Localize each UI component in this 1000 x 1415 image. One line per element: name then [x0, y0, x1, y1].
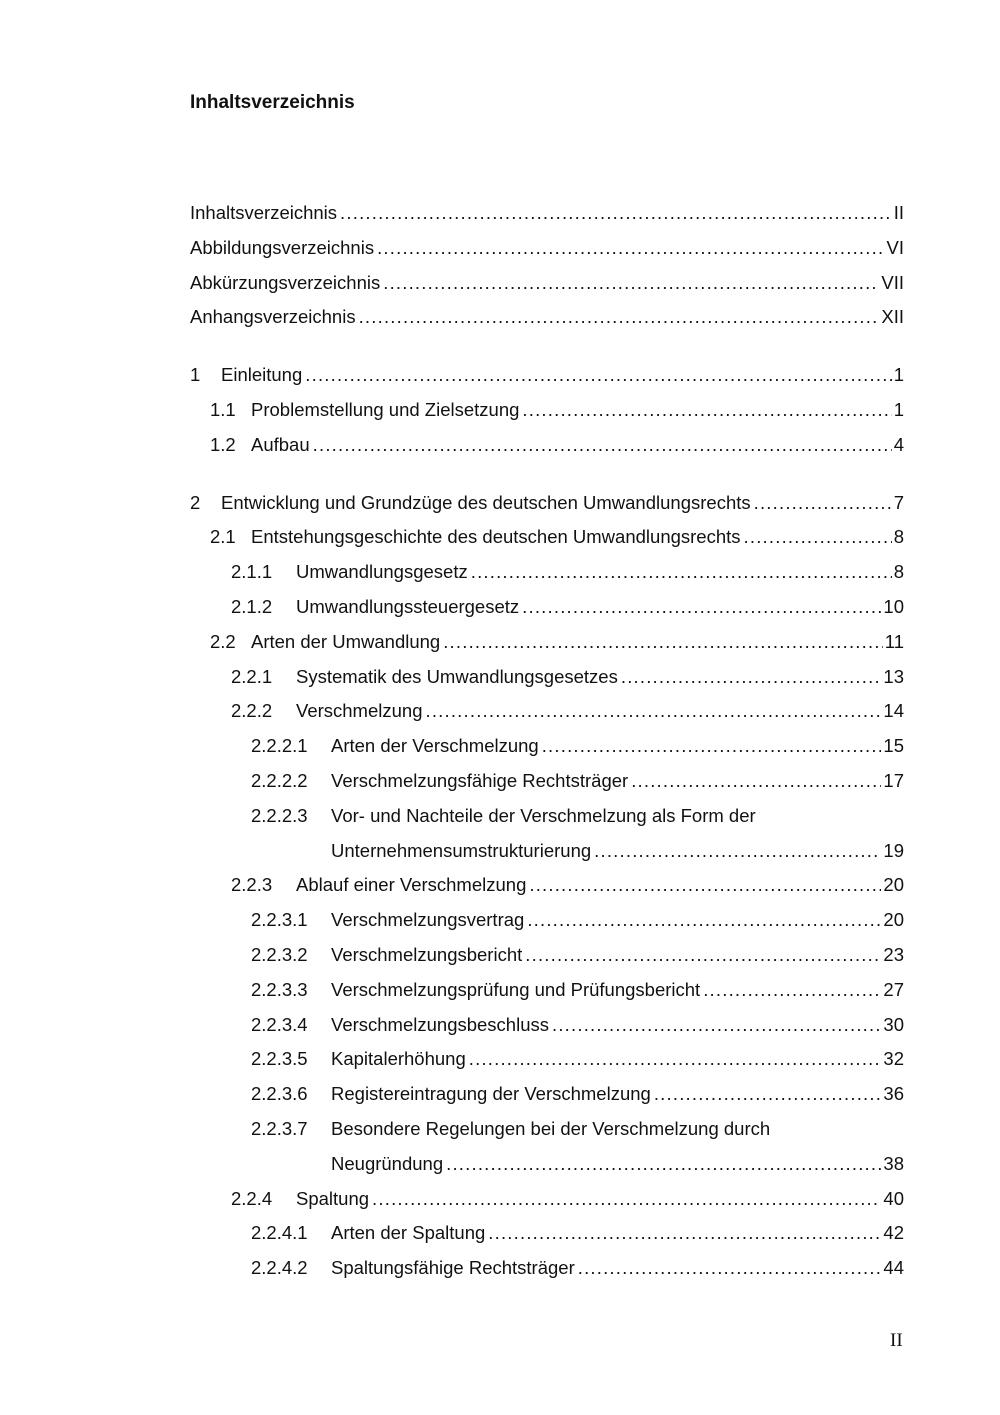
toc-entry[interactable] [190, 486, 904, 521]
toc-entry[interactable] [190, 196, 904, 231]
toc-entry-page: 36 [883, 1083, 904, 1105]
toc-entry[interactable] [190, 300, 904, 335]
leader-dots [305, 358, 891, 393]
toc-entry-continuation[interactable] [190, 834, 904, 869]
toc-entry-number: 2.2.2.3 [251, 804, 308, 826]
toc-entry-title: Verschmelzungsvertrag [331, 909, 525, 931]
leader-dots [446, 1147, 881, 1182]
toc-entry-continuation[interactable] [190, 1147, 904, 1182]
leader-dots [340, 196, 892, 231]
toc-entry-title: Abkürzungsverzeichnis [190, 271, 381, 293]
toc-entry-title: Kapitalerhöhung [331, 1048, 466, 1070]
toc-entry-number: 2.2.4.1 [251, 1222, 308, 1244]
toc-entry-number: 2.2.3.6 [251, 1083, 308, 1105]
leader-dots [359, 300, 880, 335]
toc-entry[interactable] [190, 764, 904, 799]
toc-entry-number: 2.2.3.5 [251, 1048, 308, 1070]
toc-entry-title: Spaltung [296, 1187, 370, 1209]
toc-entry-number: 1.2 [210, 433, 236, 455]
toc-entry-page: 14 [883, 700, 904, 722]
toc-entry[interactable] [190, 428, 904, 463]
toc-entry-page: 20 [883, 909, 904, 931]
toc-entry-page: 23 [883, 943, 904, 965]
toc-entry-page: 44 [883, 1257, 904, 1279]
toc-entry-title: Umwandlungssteuergesetz [296, 595, 520, 617]
toc-entry-number: 2.2.1 [231, 665, 273, 687]
toc-entry[interactable] [190, 1216, 904, 1251]
leader-dots [313, 428, 892, 463]
toc-entry-page: VI [886, 236, 904, 258]
toc-entry[interactable] [190, 660, 904, 695]
toc-entry-number: 2.2.2 [231, 700, 273, 722]
toc-entry-title-continuation: Unternehmensumstrukturierung [331, 839, 592, 861]
toc-entry-number: 2.2.3.2 [251, 943, 308, 965]
page-title: Inhaltsverzeichnis [190, 92, 355, 113]
toc-entry-page: 10 [883, 595, 904, 617]
toc-entry-title: Ablauf einer Verschmelzung [296, 874, 527, 896]
toc-entry-title: Vor- und Nachteile der Verschmelzung als Form der [331, 804, 756, 826]
leader-dots [654, 1077, 882, 1112]
leader-dots [621, 660, 882, 695]
toc-entry-title: Verschmelzungsbeschluss [331, 1013, 549, 1035]
leader-dots [542, 729, 882, 764]
toc-entry-title: Verschmelzungsprüfung und Prüfungsbericht [331, 978, 701, 1000]
toc-entry-number: 2.2.2.1 [251, 735, 308, 757]
toc-entry-title: Entstehungsgeschichte des deutschen Umwandlungsrechts [251, 526, 741, 548]
toc-entry-page: 27 [883, 978, 904, 1000]
toc-entry-number: 1 [190, 364, 201, 386]
toc-entry-page: 15 [883, 735, 904, 757]
toc-entry[interactable] [190, 1077, 904, 1112]
page-number: II [890, 1330, 903, 1351]
leader-dots [529, 868, 881, 903]
table-of-contents [190, 196, 904, 1286]
toc-entry-number: 2.2.3.7 [251, 1117, 308, 1139]
toc-entry-page: 20 [883, 874, 904, 896]
toc-entry[interactable] [190, 729, 904, 764]
toc-entry-number: 2.1.1 [231, 561, 273, 583]
toc-entry-first-line[interactable] [190, 1112, 904, 1147]
toc-entry-title: Arten der Spaltung [331, 1222, 486, 1244]
toc-entry-page: 17 [883, 769, 904, 791]
toc-entry-title: Abbildungsverzeichnis [190, 236, 375, 258]
toc-entry-page: 30 [883, 1013, 904, 1035]
leader-dots [425, 694, 881, 729]
toc-entry-title: Arten der Verschmelzung [331, 735, 539, 757]
toc-entry-page: 11 [884, 630, 904, 652]
toc-entry-number: 2.1.2 [231, 595, 273, 617]
toc-entry-page: 40 [883, 1187, 904, 1209]
toc-entry-number: 2.2.3.4 [251, 1013, 308, 1035]
toc-entry-page: 38 [883, 1152, 904, 1174]
toc-entry-number: 2.2.3.3 [251, 978, 308, 1000]
toc-entry[interactable] [190, 266, 904, 301]
toc-entry-title: Arten der Umwandlung [251, 630, 441, 652]
toc-entry-number: 2.2.2.2 [251, 769, 308, 791]
toc-entry-number: 2.2 [210, 630, 236, 652]
toc-entry-title: Aufbau [251, 433, 310, 455]
toc-entry[interactable] [190, 903, 904, 938]
toc-entry[interactable] [190, 231, 904, 266]
toc-entry-title: Umwandlungsgesetz [296, 561, 468, 583]
leader-dots [488, 1216, 881, 1251]
toc-entry[interactable] [190, 625, 904, 660]
leader-dots [578, 1251, 882, 1286]
toc-entry[interactable] [190, 1182, 904, 1217]
toc-entry-first-line[interactable] [190, 799, 904, 834]
toc-entry-title: Besondere Regelungen bei der Verschmelzung durch [331, 1117, 771, 1139]
toc-entry[interactable] [190, 1251, 904, 1286]
toc-entry-number: 1.1 [210, 398, 236, 420]
toc-entry-page: 42 [883, 1222, 904, 1244]
leader-dots [525, 938, 881, 973]
toc-entry-title-continuation: Neugründung [331, 1152, 444, 1174]
toc-entry-page: 1 [893, 364, 904, 386]
toc-entry-page: XII [881, 306, 904, 328]
toc-entry-title: Verschmelzungsbericht [331, 943, 523, 965]
leader-dots [469, 1042, 882, 1077]
toc-entry-number: 2.1 [210, 526, 236, 548]
leader-dots [631, 764, 881, 799]
toc-entry-page: 4 [893, 433, 904, 455]
toc-entry-page: 19 [883, 839, 904, 861]
leader-dots [471, 555, 892, 590]
toc-entry-page: 7 [893, 491, 904, 513]
toc-entry-title: Inhaltsverzeichnis [190, 202, 338, 223]
toc-entry[interactable] [190, 520, 904, 555]
toc-entry-page: 8 [893, 561, 904, 583]
toc-entry-number: 2.2.3.1 [251, 909, 308, 931]
toc-entry[interactable] [190, 694, 904, 729]
toc-entry-page: VII [881, 271, 904, 293]
leader-dots [754, 486, 892, 521]
leader-dots [744, 520, 892, 555]
leader-dots [383, 266, 879, 301]
leader-dots [522, 393, 891, 428]
toc-entry-title: Registereintragung der Verschmelzung [331, 1083, 651, 1105]
toc-entry[interactable] [190, 555, 904, 590]
toc-entry[interactable] [190, 1008, 904, 1043]
toc-entry[interactable] [190, 1042, 904, 1077]
toc-entry[interactable] [190, 393, 904, 428]
toc-entry[interactable] [190, 868, 904, 903]
leader-dots [527, 903, 881, 938]
toc-entry-page: II [893, 202, 904, 223]
leader-dots [443, 625, 883, 660]
toc-entry-page: 1 [893, 398, 904, 420]
toc-entry[interactable] [190, 358, 904, 393]
leader-dots [703, 973, 881, 1008]
toc-entry-page: 8 [893, 526, 904, 548]
toc-entry-title: Einleitung [221, 364, 303, 386]
toc-entry-page: 32 [883, 1048, 904, 1070]
toc-entry-title: Problemstellung und Zielsetzung [251, 398, 520, 420]
leader-dots [377, 231, 884, 266]
toc-entry[interactable] [190, 973, 904, 1008]
leader-dots [552, 1008, 881, 1043]
toc-entry-number: 2 [190, 491, 201, 513]
toc-entry-title: Entwicklung und Grundzüge des deutschen Umwandlungsrechts [221, 491, 751, 513]
toc-entry-number: 2.2.4 [231, 1187, 273, 1209]
toc-entry-title: Verschmelzungsfähige Rechtsträger [331, 769, 629, 791]
toc-entry[interactable] [190, 590, 904, 625]
toc-entry-number: 2.2.3 [231, 874, 273, 896]
toc-entry-title: Verschmelzung [296, 700, 423, 722]
leader-dots [522, 590, 881, 625]
leader-dots [594, 834, 881, 869]
toc-entry-title: Systematik des Umwandlungsgesetzes [296, 665, 618, 687]
toc-entry-page: 13 [883, 665, 904, 687]
toc-entry-title: Anhangsverzeichnis [190, 306, 356, 328]
toc-entry-number: 2.2.4.2 [251, 1257, 308, 1279]
toc-entry[interactable] [190, 938, 904, 973]
toc-entry-title: Spaltungsfähige Rechtsträger [331, 1257, 575, 1279]
leader-dots [372, 1182, 881, 1217]
